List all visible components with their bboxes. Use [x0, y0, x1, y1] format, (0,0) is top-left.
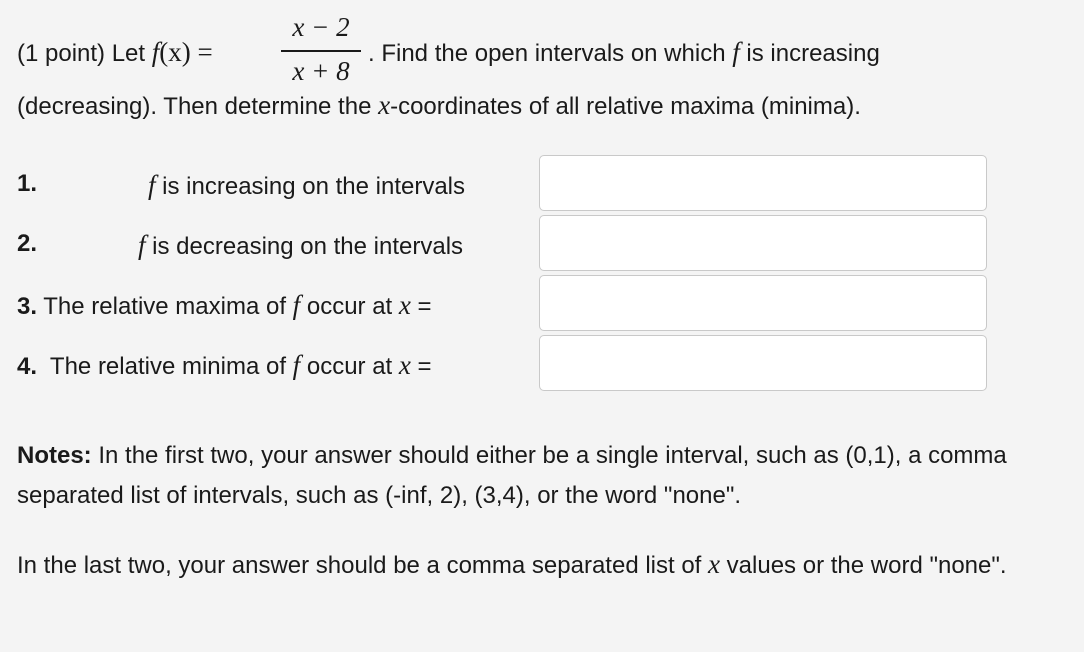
fraction-denominator: x + 8	[292, 56, 350, 86]
x-symbol: x	[398, 290, 411, 320]
question-4-eq: =	[410, 353, 432, 380]
notes-text-2-start: In the last two, your answer should be a comma separated list of	[17, 552, 709, 579]
fraction-numerator: x − 2	[292, 12, 350, 42]
question-2-text: is decreasing on the intervals	[145, 233, 464, 260]
f-symbol: f	[732, 37, 740, 67]
question-2-number: 2.	[17, 230, 38, 257]
question-3-label	[17, 290, 432, 321]
question-4-pre: The relative minima of	[37, 353, 293, 380]
line2-end-text: -coordinates of all relative maxima (minima).	[390, 93, 861, 120]
x-symbol: x	[708, 549, 721, 579]
notes-paragraph-2	[17, 544, 1077, 586]
f-symbol: f	[138, 230, 146, 260]
relative-maxima-input[interactable]	[539, 275, 987, 331]
problem-statement-line2	[17, 90, 861, 121]
question-1-label	[148, 170, 465, 201]
problem-prefix: (1 point) Let	[17, 40, 152, 67]
question-4-label	[17, 350, 432, 381]
question-3-post: occur at	[300, 293, 399, 320]
decreasing-intervals-input[interactable]	[539, 215, 987, 271]
question-4-number: 4.	[17, 353, 38, 380]
problem-statement-line1	[17, 37, 213, 68]
function-name: f	[151, 37, 160, 67]
f-symbol: f	[292, 350, 301, 380]
f-symbol: f	[148, 170, 156, 200]
notes-paragraph-1	[17, 436, 1077, 516]
x-symbol: x	[378, 90, 391, 120]
increasing-intervals-input[interactable]	[539, 155, 987, 211]
question-3-number: 3.	[17, 293, 38, 320]
x-symbol: x	[398, 350, 411, 380]
question-3-pre: The relative maxima of	[37, 293, 293, 320]
question-4-post: occur at	[300, 353, 399, 380]
notes-text-2-end: values or the word "none".	[720, 552, 1007, 579]
notes-label: Notes:	[17, 442, 92, 469]
notes-text-1: In the first two, your answer should either be a single interval, such as (0,1), a comma separated list of intervals, such as (-inf, 2), (3,4), or the word "none".	[17, 442, 1007, 509]
f-symbol: f	[292, 290, 301, 320]
line2-start-text: (decreasing). Then determine the	[17, 93, 379, 120]
function-arg: (x) =	[159, 37, 213, 67]
question-3-eq: =	[410, 293, 432, 320]
after-fraction-text: . Find the open intervals on which	[368, 40, 733, 67]
after-f-text: is increasing	[739, 40, 880, 67]
question-2-label	[138, 230, 463, 261]
fraction-bar	[281, 50, 361, 52]
relative-minima-input[interactable]	[539, 335, 987, 391]
problem-statement-line1-cont	[368, 37, 880, 68]
question-1-number: 1.	[17, 170, 38, 197]
question-1-text: is increasing on the intervals	[155, 173, 466, 200]
